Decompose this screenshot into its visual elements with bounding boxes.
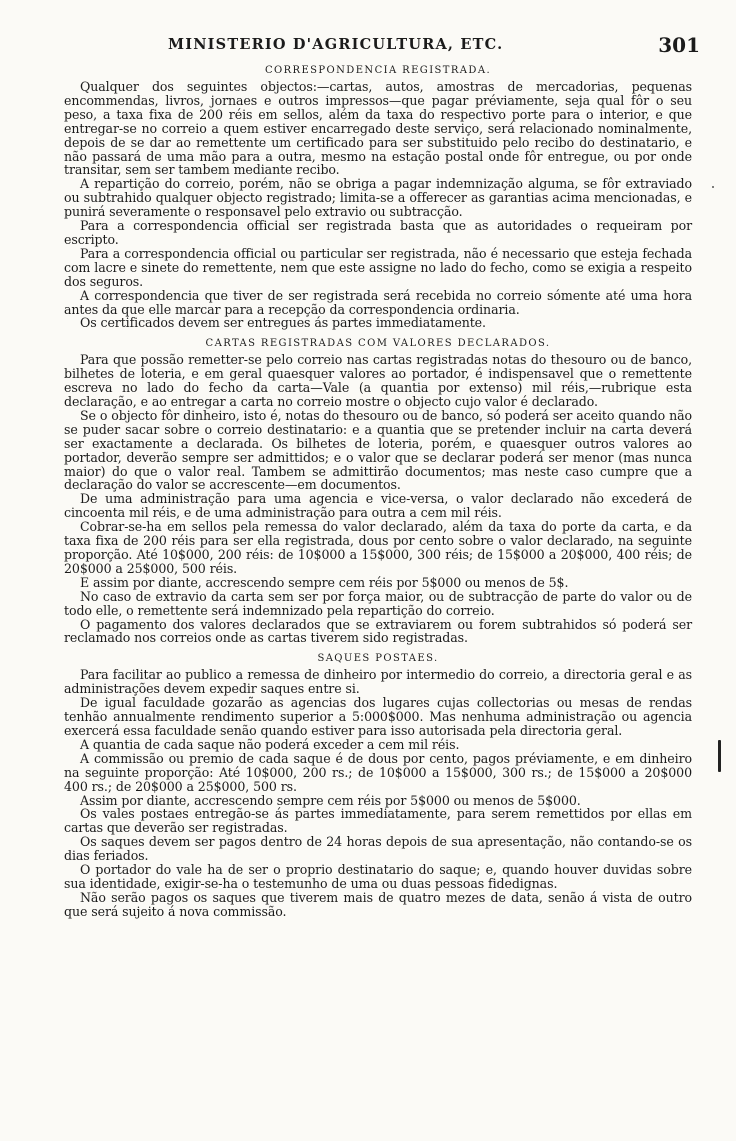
paragraph: Para facilitar ao publico a remessa de dinheiro por intermedio do correio, a directoria geral e as administrações devem expedir saques entre si. xyxy=(64,667,692,697)
section-saques-postaes xyxy=(64,653,692,918)
paragraph: Os saques devem ser pagos dentro de 24 horas depois de sua apresentação, não contando-se os dias feriados. xyxy=(64,834,692,864)
paragraph: O portador do vale ha de ser o proprio destinatario do saque; e, quando houver duvidas sobre sua identidade, exigir-se-ha o testemunho de uma ou duas pessoas fidedignas. xyxy=(64,862,692,891)
paragraph: Se o objecto fôr dinheiro, isto é, notas do thesouro ou de banco, só poderá ser aceito quando não se puder sacar sobre o correio destinatario: e a quantia que se pretender incluir na carta deverá ser exactamente a declarada. Os bilhetes de loteria, porém, e quaesquer outros valores ao portador, deverão sempre ser admittidos; e o valor que se declarar poderá ser menor (mas nunca maior) do que o valor real. Tambem se admittirão documentos; mas neste caso cumpre que a declaração do valor se accrescente—em documentos. xyxy=(64,407,692,493)
paragraph: No caso de extravio da carta sem ser por força maior, ou de subtracção de parte do valor ou de todo elle, o remettente será indemnizado pela repartição do correio. xyxy=(64,588,692,618)
paragraph: O pagamento dos valores declarados que se extraviarem ou forem subtrahidos só poderá ser reclamado nos correios onde as cartas tiverem sido registradas. xyxy=(64,616,692,646)
paragraph: A repartição do correio, porém, não se obriga a pagar indemnização alguma, se fôr extraviado ou subtrahido qualquer objecto registrado; limita-se a offerecer as garantias acima mencionadas, e punirá severamente o responsavel pelo extravio ou subtracção. xyxy=(64,176,692,220)
section-correspondencia-registrada xyxy=(64,65,692,330)
paragraph: Não serão pagos os saques que tiverem mais de quatro mezes de data, senão á vista de outro que será sujeito á nova commissão. xyxy=(64,889,692,919)
paragraph: A correspondencia que tiver de ser registrada será recebida no correio sómente até uma hora antes da que elle marcar para a recepção da correspondencia ordinaria. xyxy=(64,287,692,317)
paragraph: De igual faculdade gozarão as agencias dos lugares cujas collectorias ou mesas de rendas tenhão annualmente rendimento superior a 5:000$000. Mas nenhuma administração ou agencia exercerá essa faculdade senão quando estiver para isso autorisada pela directoria geral. xyxy=(64,695,692,738)
paragraph: Para a correspondencia official ser registrada basta que as autoridades o requeiram por escripto. xyxy=(64,218,692,247)
section-heading: CARTAS REGISTRADAS COM VALORES DECLARADOS. xyxy=(205,338,551,350)
paragraph: A commissão ou premio de cada saque é de dous por cento, pagos préviamente, e em dinheiro na seguinte proporção: Até 10$000, 200 rs.; de 10$000 a 15$000, 300 rs.; de 15$000 a 20$000 400 rs.; de 20$000 a 25$000, 500 rs. xyxy=(64,750,692,794)
paragraph: Os vales postaes entregão-se ás partes immediatamente, para serem remettidos por ellas em cartas que deverão ser registradas. xyxy=(64,806,692,836)
section-heading: SAQUES POSTAES. xyxy=(317,653,439,665)
margin-speck xyxy=(712,186,714,188)
book-page xyxy=(64,33,700,919)
paragraph: De uma administração para uma agencia e vice-versa, o valor declarado não excederá de cincoenta mil réis, e de uma administração para outra a cem mil réis. xyxy=(64,491,692,521)
paragraph: Para que possão remetter-se pelo correio nas cartas registradas notas do thesouro ou de banco, bilhetes de loteria, e em geral quaesquer valores ao portador, é indispensavel que o remettente escreva no lado do fecho da carta—Vale (a quantia por extenso) mil réis,—rubrique esta declaração, e ao entregar a carta no correio mostre o objecto cujo valor é declarado. xyxy=(64,352,692,410)
running-title: MINISTERIO D'AGRICULTURA, ETC. xyxy=(168,36,504,53)
margin-mark xyxy=(718,740,721,772)
paragraph: Para a correspondencia official ou particular ser registrada, não é necessario que esteja fechada com lacre e sinete do remettente, nem que este assigne no lado do fecho, como se exigia a respeito dos seguros. xyxy=(64,245,692,289)
paragraph: Os certificados devem ser entregues ás partes immediatamente. xyxy=(80,315,486,331)
page-header xyxy=(64,33,700,62)
section-heading: CORRESPONDENCIA REGISTRADA. xyxy=(264,65,492,76)
paragraph: Assim por diante, accrescendo sempre cem réis por 5$000 ou menos de 5$000. xyxy=(80,792,581,808)
section-cartas-valores-declarados xyxy=(64,338,692,645)
paragraph: A quantia de cada saque não poderá exceder a cem mil réis. xyxy=(80,736,460,752)
paragraph: Qualquer dos seguintes objectos:—cartas, autos, amostras de mercadorias, pequenas encommendas, livros, jornaes e outros impressos—que pagar préviamente, seja qual fôr o seu peso, a taxa fixa de 200 réis em sellos, além da taxa do respectivo porte para o interior, e que entregar-se no correio a quem estiver encarregado deste serviço, será relacionado nominalmente, depois de se dar ao remettente um certificado para ser substituido pelo recibo do destinatario, e não passará de uma mão para a outra, mesmo na estação postal onde fôr entregue, ou por onde transitar, sem ser tambem mediante recibo. xyxy=(64,79,692,178)
paragraph: Cobrar-se-ha em sellos pela remessa do valor declarado, além da taxa do porte da carta, e da taxa fixa de 200 réis para ser ella registrada, dous por cento sobre o valor declarado, na seguinte proporção. Até 10$000, 200 réis: de 10$000 a 15$000, 300 réis; de 15$000 a 20$000, 400 réis; de 20$000 a 25$000, 500 réis. xyxy=(64,519,692,576)
page-number: 301 xyxy=(658,33,700,57)
paragraph: E assim por diante, accrescendo sempre cem réis por 5$000 ou menos de 5$. xyxy=(80,574,569,590)
